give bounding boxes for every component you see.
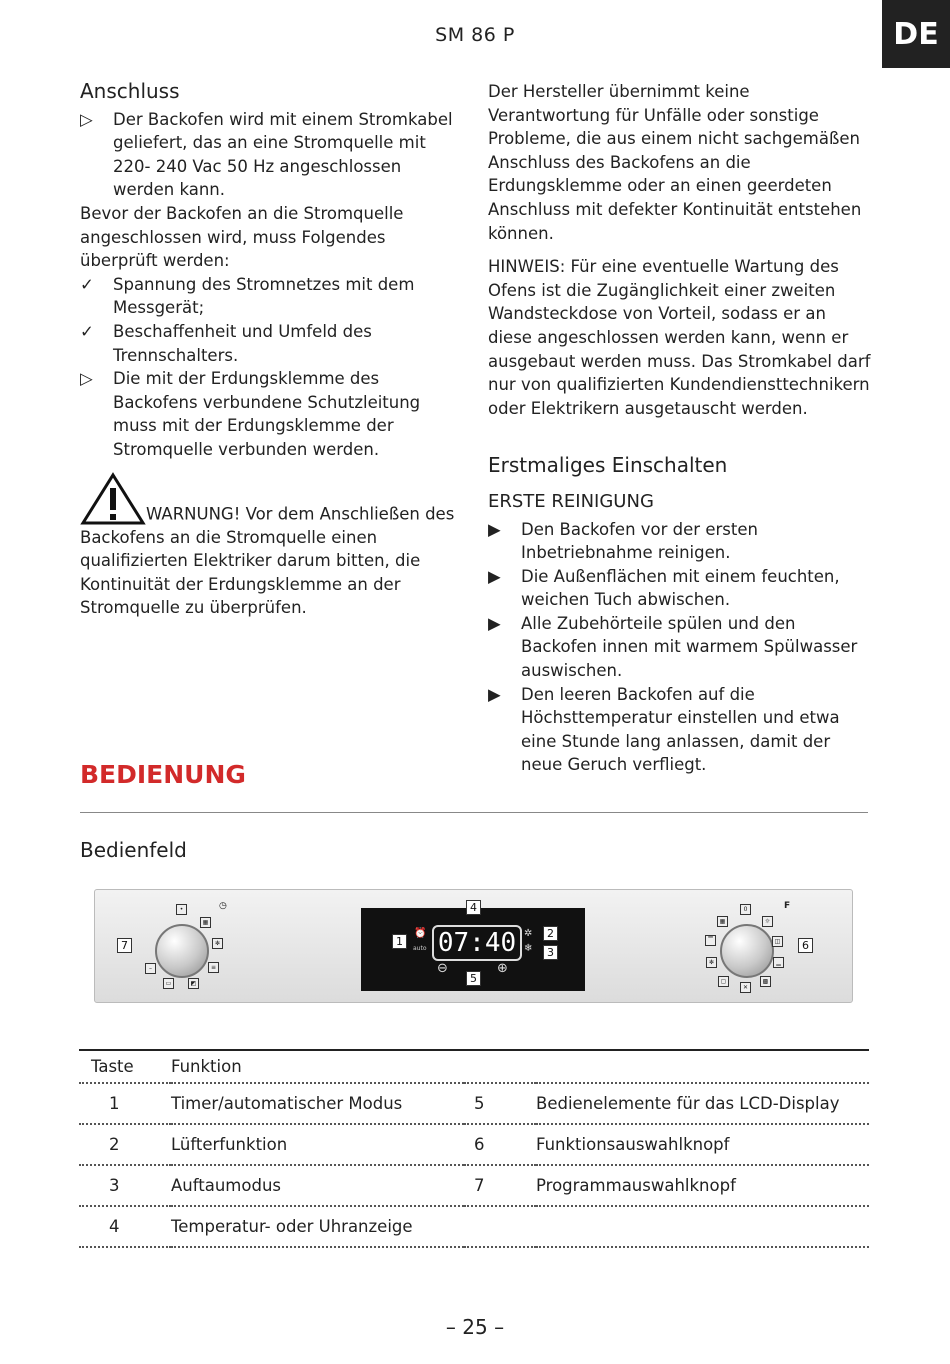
filled-triangle-icon: ▶ (488, 519, 501, 539)
list-item: ▷ Der Backofen wird mit einem Stromkabel geliefert, das an eine Stromquelle mit 220- 240 Vac 50 Hz angeschlossen werden kann. (80, 109, 453, 200)
disclaimer-paragraph: Der Hersteller übernimmt keine Verantwortung für Unfälle oder sonstige Probleme, die aus einem nicht sachgemäßen Anschluss des Backofens an die Erdungsklemme oder an einen geerdeten Anschluss mit defekter Kontinuität entstehen können. (488, 82, 862, 243)
bedienung-title: BEDIENUNG (80, 760, 246, 789)
header-key: Taste (91, 1057, 134, 1076)
list-item: ▷ Die mit der Erdungsklemme des Backofens verbundene Schutzleitung muss mit der Erdungsklemme der Stromquelle verbunden werden. (80, 369, 421, 459)
fan-mode-icon[interactable]: ✲ (524, 928, 533, 939)
fan-heat-icon: ✻ (706, 957, 717, 968)
note-paragraph: HINWEIS: Für eine eventuelle Wartung des Ofens ist die Zugänglichkeit einer zweiten Wandsteckdose von Vorteil, sodass er an diese angeschlossen werden kann, wenn er ausgebaut werden muss. Das Stromkabel darf nur von qualifizierten Kundendiensttechnikern oder Elektrikern ausgetauscht werden. (488, 257, 871, 418)
filled-triangle-icon: ▶ (488, 566, 501, 586)
outline-triangle-icon: ▷ (80, 369, 93, 389)
heat-icon: ≡ (208, 962, 219, 973)
bottom-fan-icon: ▁ (773, 957, 784, 968)
page-number: – 25 – (445, 1315, 505, 1339)
program-knob[interactable] (155, 924, 209, 978)
alarm-icon[interactable]: ⏰ (414, 928, 427, 939)
eco-icon: ▢ (718, 976, 729, 987)
auto-label: auto (413, 945, 427, 952)
label-5: 5 (466, 971, 481, 986)
double-grill-icon: ▩ (760, 976, 771, 987)
header-function: Funktion (171, 1057, 242, 1076)
time-display: 07:40 (432, 925, 522, 961)
defrost-icon[interactable]: ❄ (524, 943, 533, 954)
table-row: 2 Lüfterfunktion 6 Funktionsauswahlknopf (79, 1124, 869, 1165)
label-1: 1 (392, 934, 407, 949)
table-row: 3 Auftaumodus 7 Programmauswahlknopf (79, 1165, 869, 1206)
warning-block (80, 472, 462, 620)
plus-button-icon[interactable]: ⊕ (497, 961, 508, 976)
function-knob[interactable] (720, 924, 774, 978)
fan-icon: ✻ (212, 938, 223, 949)
filled-triangle-icon: ▶ (488, 684, 501, 704)
anschluss-title: Anschluss (80, 79, 180, 103)
outline-triangle-icon: ▷ (80, 109, 93, 129)
top-heat-icon: ▔ (705, 935, 716, 946)
bedienfeld-title: Bedienfeld (80, 838, 187, 862)
grill-icon: ▦ (200, 917, 211, 928)
light-icon: ☼ (762, 916, 773, 927)
list-item: ▶ Den Backofen vor der ersten Inbetriebnahme reinigen. (488, 519, 758, 563)
bottom-heat-icon: ▭ (163, 978, 174, 989)
left-column (80, 80, 462, 620)
divider (80, 812, 868, 813)
turbo-icon: ✕ (740, 982, 751, 993)
function-table (79, 1049, 869, 1248)
list-item: ✓ Spannung des Stromnetzes mit dem Messgerät; (80, 274, 415, 318)
model-title: SM 86 P (435, 24, 515, 46)
label-2: 2 (543, 926, 558, 941)
checkmark-icon: ✓ (80, 321, 94, 341)
table-row: 1 Timer/automatischer Modus 5 Bedienelemente für das LCD-Display (79, 1083, 869, 1124)
warning-icon (80, 472, 146, 526)
note-label: HINWEIS: (488, 257, 566, 277)
subsection-title: ERSTE REINIGUNG (488, 490, 654, 512)
table-row: 4 Temperatur- oder Uhranzeige (79, 1206, 869, 1247)
section-title: Erstmaliges Einschalten (488, 453, 728, 478)
right-column (488, 80, 872, 777)
grid-icon: ▦ (717, 916, 728, 927)
filled-triangle-icon: ▶ (488, 613, 501, 633)
language-badge: DE (882, 0, 950, 68)
checkmark-icon: ✓ (80, 274, 94, 294)
list-item: ▶ Alle Zubehörteile spülen und den Backofen innen mit warmem Spülwasser auswischen. (488, 613, 858, 681)
grill-fan-icon: ◫ (772, 936, 783, 947)
paragraph: Bevor der Backofen an die Stromquelle angeschlossen wird, muss Folgendes überprüft werden: (80, 203, 404, 271)
label-f: F (784, 901, 791, 911)
minus-button-icon[interactable]: ⊖ (437, 961, 448, 976)
label-3: 3 (543, 945, 558, 960)
table-header (79, 1050, 869, 1083)
minus-icon: – (145, 963, 156, 974)
warning-text: Vor dem Anschließen des Backofens an die Stromquelle einen qualifizierten Elektriker darum bitten, die Kontinuität der Erdungsklemme an der Stromquelle zu überprüfen. (80, 503, 455, 618)
zero-icon: 0 (740, 904, 751, 915)
label-6: 6 (798, 938, 813, 953)
list-item: ▶ Die Außenflächen mit einem feuchten, weichen Tuch abwischen. (488, 566, 840, 610)
list-item: ▶ Den leeren Backofen auf die Höchsttemperatur einstellen und etwa eine Stunde lang anlassen, damit der neue Geruch verfliegt. (488, 684, 840, 775)
label-4: 4 (466, 900, 481, 915)
pizza-icon: ◩ (188, 978, 199, 989)
list-item: ✓ Beschaffenheit und Umfeld des Trennschalters. (80, 321, 372, 365)
clock-icon: ◷ (219, 901, 227, 911)
warning-label: WARNUNG! (146, 503, 241, 523)
label-7: 7 (117, 938, 132, 953)
dot-icon: • (176, 904, 187, 915)
